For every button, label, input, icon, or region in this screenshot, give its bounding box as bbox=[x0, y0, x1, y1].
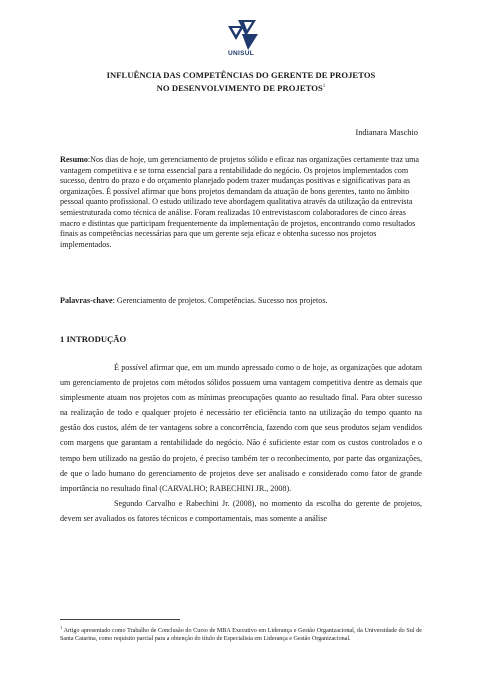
body-text bbox=[60, 360, 422, 526]
footnote-text: Artigo apresentado como Trabalho de Conclusão do Curso de MBA Executivo em Liderança e Gestão Organizacional, da Universidade do Sul de Santa Catarina, como requisito parcial para a obtenção do título de Especialista em Liderança e Gestão Organizacional. bbox=[60, 628, 422, 643]
logo-text: UNISUL bbox=[228, 50, 254, 57]
abstract-label: Resumo bbox=[60, 155, 88, 164]
unisul-logo-icon bbox=[222, 18, 262, 52]
footnote-marker: 1 bbox=[60, 625, 63, 630]
keywords-text: : Gerenciamento de projetos. Competências. Sucesso nos projetos. bbox=[112, 296, 328, 305]
footnote bbox=[60, 624, 422, 643]
section-heading: 1 INTRODUÇÃO bbox=[60, 334, 127, 344]
keywords bbox=[60, 296, 422, 305]
keywords-label: Palavras-chave bbox=[60, 296, 113, 305]
paper-title-line2 bbox=[60, 83, 422, 93]
body-paragraph: É possível afirmar que, em um mundo apressado como o de hoje, as organizações que adotam um gerenciamento de projetos com métodos sólidos possuem uma vantagem competitiva dentre as demais que simplesmente atuam nos projetos com as mínimas preocupações quanto ao resultado final. Para obter sucesso na realização de todo e qualquer projeto é necessário ter eficiência tanto na utilização do tempo quanto na gestão dos custos, além de ter vantagens sobre a concorrência, fazendo com que seus produtos sejam vendidos com margens que garantam a rentabilidade do negócio. Não é suficiente estar com os custos controlados e o tempo bem utilizado na gestão do projeto, é preciso também ter o reconhecimento, por parte das organizações, de que o lado humano do gerenciamento de projetos deve ser analisado e considerado como fator de grande importância no resultado final (CARVALHO; RABECHINI JR., 2008). bbox=[60, 363, 422, 493]
body-paragraph: Segundo Carvalho e Rabechini Jr. (2008), no momento da escolha do gerente de projetos, devem ser avaliados os fatores técnicos e comportamentais, mas somente a análise bbox=[60, 498, 422, 523]
author-name: Indianara Maschio bbox=[355, 128, 418, 137]
paper-title-line1 bbox=[60, 70, 422, 80]
title-footnote-marker: 1 bbox=[322, 84, 326, 90]
title-line1-text: INFLUÊNCIA DAS COMPETÊNCIAS DO GERENTE DE PROJETOS bbox=[106, 70, 376, 80]
abstract-text: :Nos dias de hoje, um gerenciamento de projetos sólido e eficaz nas organizações certamente traz uma vantagem competitiva e se torna essencial para a rentabilidade do negócio. Os projetos implementados com sucesso, dentro do prazo e do orçamento planejado podem trazer mudanças positivas e significativas para as organizações. É possível afirmar que bons projetos demandam da atuação de bons gerentes, tanto no âmbito pessoal quanto profissional. O estudo utilizado teve abordagem qualitativa através da utilização da entrevista semiestruturada como técnica de análise. Foram realizadas 10 entrevistascom colaboradores de cinco áreas macro e distintas que participam frequentemente da implementação de projetos, encontrando como resultados finais as competências necessárias para que um gerente seja eficaz e obtenha sucesso nos projetos implementados. bbox=[60, 155, 420, 249]
title-line2-text: NO DESENVOLVIMENTO DE PROJETOS bbox=[156, 83, 323, 93]
footnote-divider bbox=[60, 619, 180, 620]
abstract bbox=[60, 155, 422, 250]
